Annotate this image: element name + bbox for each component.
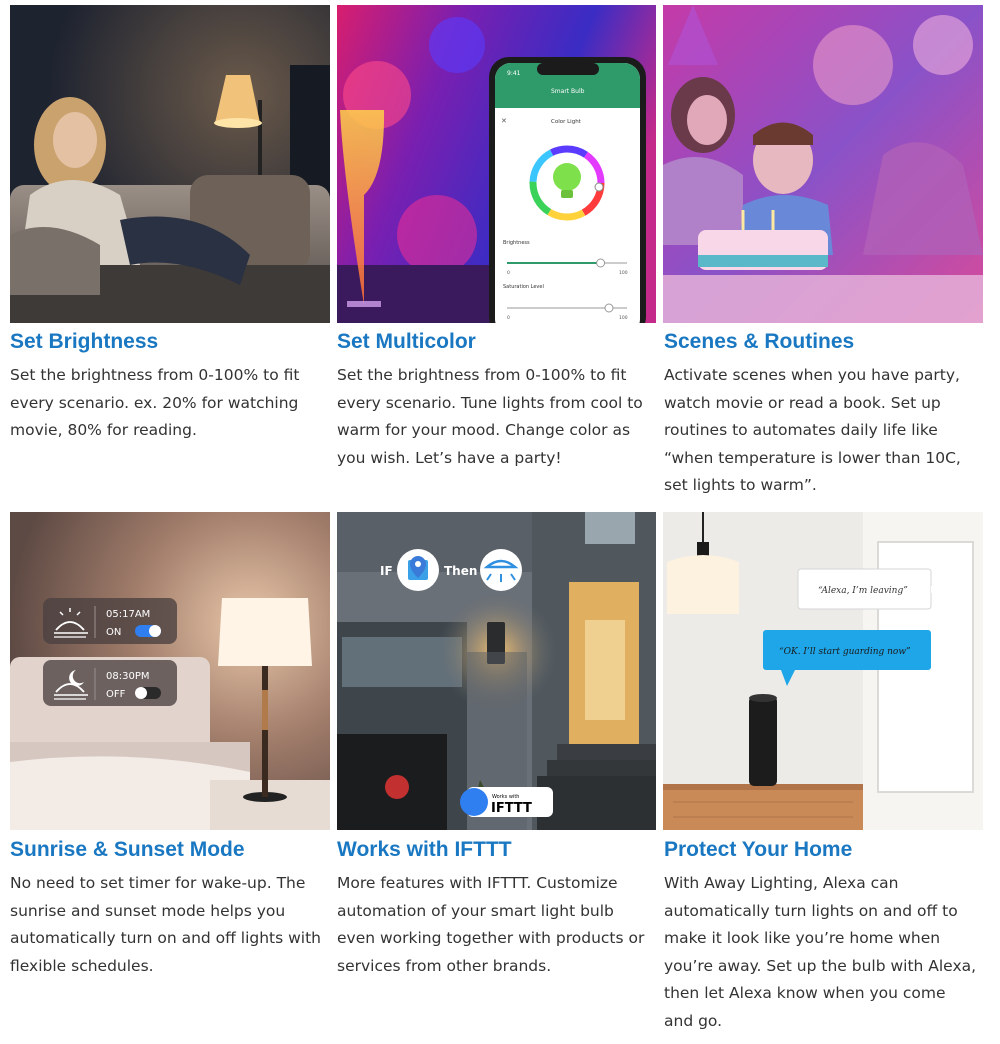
feature-desc-works-with-ifttt xyxy=(337,870,659,980)
desc-line: even working together with products or xyxy=(337,929,645,947)
desc-line: then let Alexa know when you come xyxy=(664,984,946,1002)
sunrise-time: 05:17AM xyxy=(106,609,151,620)
feature-title-scenes-routines: Scenes & Routines xyxy=(664,330,855,353)
sunrise-sunset-photo xyxy=(10,512,330,830)
desc-line: every scenario. ex. 20% for watching xyxy=(10,393,299,412)
feature-desc-set-multicolor xyxy=(337,362,659,472)
desc-line: routines to automates daily life like xyxy=(664,421,938,439)
feature-desc-sunrise-sunset xyxy=(10,870,332,980)
saturation-slider-label: Saturation Level xyxy=(503,284,544,290)
desc-line: you’re away. Set up the bulb with Alexa, xyxy=(664,956,977,975)
feature-title-set-brightness: Set Brightness xyxy=(10,330,159,353)
feature-title-protect-your-home: Protect Your Home xyxy=(664,838,853,861)
desc-line: and go. xyxy=(664,1011,723,1030)
desc-line: automatically turn on and off lights with xyxy=(10,929,321,947)
desc-line: Set the brightness from 0-100% to fit xyxy=(337,366,627,384)
sunrise-toggle[interactable] xyxy=(135,625,161,637)
desc-line: Set the brightness from 0-100% to fit xyxy=(10,366,300,384)
ifttt-badge-main: IFTTT xyxy=(491,801,532,816)
phone-screen-title: Color Light xyxy=(551,119,581,125)
smart-speaker xyxy=(749,694,777,786)
user-says-text: “Alexa, I’m leaving” xyxy=(818,586,908,596)
saturation-min: 0 xyxy=(507,316,510,321)
desc-line: set lights to warm”. xyxy=(664,476,817,494)
desc-line: make it look like you’re home when xyxy=(664,929,941,947)
feature-desc-protect-your-home xyxy=(664,870,986,1035)
sunset-time: 08:30PM xyxy=(106,671,150,682)
desc-line: every scenario. Tune lights from cool to xyxy=(337,393,643,412)
sunset-toggle[interactable] xyxy=(135,687,161,699)
phone-app-title: Smart Bulb xyxy=(551,88,585,95)
ifttt-photo xyxy=(337,512,656,830)
feature-title-set-multicolor: Set Multicolor xyxy=(337,330,476,353)
sunrise-state: ON xyxy=(106,627,122,638)
ifttt-badge-top: Works with xyxy=(492,794,520,800)
desc-line: “when temperature is lower than 10C, xyxy=(664,448,961,467)
user-speech-bubble xyxy=(798,569,941,609)
desc-line: More features with IFTTT. Customize xyxy=(337,874,618,892)
desc-line: No need to set timer for wake-up. The xyxy=(10,874,306,892)
feature-desc-scenes-routines xyxy=(664,362,986,500)
desc-line: With Away Lighting, Alexa can xyxy=(664,874,899,892)
multicolor-photo xyxy=(337,5,656,323)
brightness-max: 100 xyxy=(619,271,628,276)
location-icon xyxy=(397,549,439,591)
feature-title-works-with-ifttt: Works with IFTTT xyxy=(337,838,512,861)
desc-line: flexible schedules. xyxy=(10,956,154,975)
desc-line: automation of your smart light bulb xyxy=(337,901,614,920)
ifttt-badge xyxy=(460,787,553,817)
desc-line: you wish. Let’s have a party! xyxy=(337,448,562,467)
brightness-photo xyxy=(10,5,330,323)
desc-line: automatically turn lights on and off to xyxy=(664,901,958,920)
protect-home-photo xyxy=(663,512,983,830)
scenes-photo xyxy=(663,5,983,323)
alexa-says-text: “OK. I’ll start guarding now” xyxy=(779,647,911,657)
desc-line: services from other brands. xyxy=(337,956,552,975)
brightness-slider-label: Brightness xyxy=(503,240,530,246)
feature-desc-set-brightness xyxy=(10,362,330,445)
sunset-state: OFF xyxy=(106,689,126,700)
ifttt-if-label: IF xyxy=(380,564,393,578)
feature-title-sunrise-sunset: Sunrise & Sunset Mode xyxy=(10,838,245,861)
phone-close-icon[interactable]: ✕ xyxy=(501,117,507,125)
desc-line: Activate scenes when you have party, xyxy=(664,366,960,384)
desc-line: movie, 80% for reading. xyxy=(10,421,197,439)
brightness-min: 0 xyxy=(507,271,510,276)
phone-time: 9:41 xyxy=(507,70,521,77)
ifttt-then-label: Then xyxy=(444,564,478,578)
ceiling-light-icon xyxy=(480,549,522,591)
desc-line: watch movie or read a book. Set up xyxy=(664,393,941,412)
desc-line: warm for your mood. Change color as xyxy=(337,421,631,439)
saturation-max: 100 xyxy=(619,316,628,321)
desc-line: sunrise and sunset mode helps you xyxy=(10,901,286,920)
